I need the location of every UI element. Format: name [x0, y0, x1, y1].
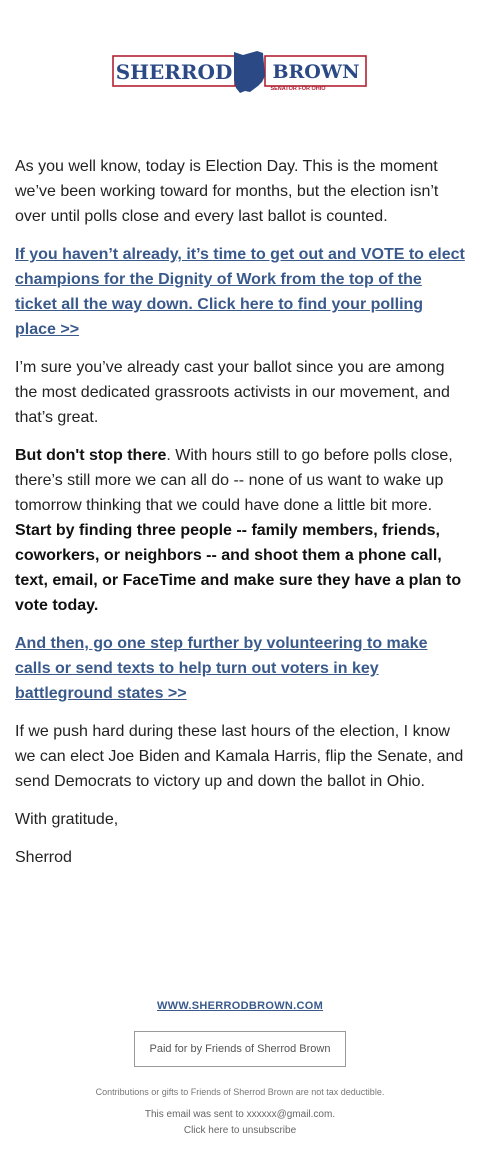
activist-paragraph: I’m sure you’ve already cast your ballot since you are among the most dedicated grassroots activists in our movement, and that’s great.	[15, 359, 450, 426]
unsubscribe-link[interactable]: Click here to unsubscribe	[183, 1125, 297, 1136]
dont-stop-heading: But don't stop there	[15, 447, 167, 464]
sent-to-line: This email was sent to xxxxxx@gmail.com.	[144, 1109, 336, 1120]
push-hard-paragraph: If we push hard during these last hours of the election, I know we can elect Joe Biden and Kamala Harris, flip the Senate, and send Democrats to victory up and down the ballot in Ohio.	[15, 723, 464, 790]
email-body	[15, 154, 467, 883]
signature: Sherrod	[15, 849, 72, 866]
logo-name-right: BROWN	[272, 61, 360, 83]
campaign-logo	[112, 50, 368, 94]
three-people-callout: Start by finding three people -- family members, friends, coworkers, or neighbors -- and shoot them a phone call, text, email, or FaceTime and make sure they have a plan to vote today.	[15, 522, 462, 614]
polling-place-link[interactable]: If you haven’t already, it’s time to get out and VOTE to elect champions for the Dignity of Work from the top of the ticket all the way down. Click here to find your polling place >>	[15, 246, 465, 338]
logo-header	[0, 50, 480, 98]
paid-for-box: Paid for by Friends of Sherrod Brown	[134, 1031, 346, 1067]
volunteer-paragraph	[15, 631, 467, 706]
logo-tagline: SENATOR FOR OHIO	[270, 86, 326, 92]
volunteer-link[interactable]: And then, go one step further by volunteering to make calls or send texts to help turn out voters in key battleground states >>	[15, 635, 428, 702]
dont-stop-text: . With hours still to go before polls close, there’s still more we can all do -- none of us want to wake up tomorrow thinking that we could have done a little bit more.	[15, 447, 453, 514]
dont-stop-paragraph	[15, 443, 467, 618]
polling-place-paragraph	[15, 242, 467, 342]
logo-name-left: SHERROD	[115, 60, 233, 84]
intro-paragraph: As you well know, today is Election Day. This is the moment we’ve been working toward for months, but the election isn’t over until polls close and every last ballot is counted.	[15, 158, 439, 225]
closing-line: With gratitude,	[15, 811, 119, 828]
website-link[interactable]: WWW.SHERRODBROWN.COM	[156, 1000, 324, 1012]
email-footer	[0, 996, 480, 1139]
recipient-notice	[0, 1107, 480, 1139]
logo-graphic	[112, 50, 368, 94]
tax-disclaimer: Contributions or gifts to Friends of Sherrod Brown are not tax deductible.	[95, 1087, 385, 1097]
ohio-state-icon	[234, 51, 265, 93]
